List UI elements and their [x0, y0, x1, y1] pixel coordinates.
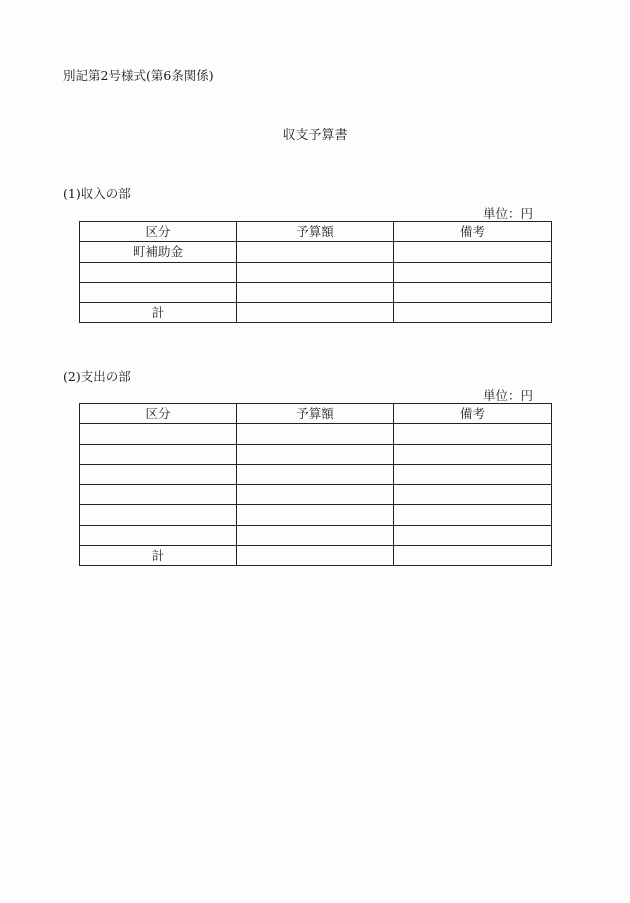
table-cell	[394, 444, 552, 464]
column-header-remarks: 備考	[394, 222, 552, 242]
page-title: 収支予算書	[282, 128, 348, 143]
table-total-row	[80, 546, 552, 566]
table-header-row	[80, 222, 552, 242]
table-row	[80, 262, 552, 282]
table-cell: 町補助金	[80, 242, 237, 262]
table-cell	[394, 262, 552, 282]
form-label: 別記第2号様式(第6条関係)	[63, 68, 214, 83]
table-row	[80, 242, 552, 262]
table-cell	[237, 242, 394, 262]
table-row	[80, 424, 552, 444]
table-cell	[237, 464, 394, 484]
table-cell	[394, 525, 552, 545]
table-cell	[80, 485, 237, 505]
table-cell	[80, 464, 237, 484]
table-cell	[80, 262, 237, 282]
table-cell	[237, 262, 394, 282]
column-header-budget: 予算額	[237, 222, 394, 242]
table-cell	[394, 546, 552, 566]
table-row	[80, 505, 552, 525]
table-cell	[237, 546, 394, 566]
table-cell	[394, 464, 552, 484]
table-cell: 計	[80, 303, 237, 323]
table-row	[80, 444, 552, 464]
expense-section-heading: (2)支出の部	[63, 369, 131, 384]
table-cell: 計	[80, 546, 237, 566]
table-cell	[237, 505, 394, 525]
column-header-category: 区分	[80, 404, 237, 424]
table-cell	[394, 303, 552, 323]
table-cell	[237, 282, 394, 302]
expense-unit-label: 単位：円	[482, 388, 533, 403]
table-row	[80, 525, 552, 545]
table-cell	[80, 282, 237, 302]
column-header-remarks: 備考	[394, 404, 552, 424]
income-unit-label: 単位：円	[482, 206, 533, 221]
table-cell	[394, 505, 552, 525]
column-header-budget: 予算額	[237, 404, 394, 424]
table-cell	[80, 444, 237, 464]
table-cell	[237, 303, 394, 323]
table-cell	[237, 525, 394, 545]
table-cell	[394, 485, 552, 505]
table-cell	[237, 485, 394, 505]
income-table	[79, 221, 552, 323]
table-cell	[80, 505, 237, 525]
table-row	[80, 464, 552, 484]
column-header-category: 区分	[80, 222, 237, 242]
table-row	[80, 282, 552, 302]
table-total-row	[80, 303, 552, 323]
income-section-heading: (1)収入の部	[63, 186, 131, 201]
table-cell	[237, 424, 394, 444]
table-cell	[394, 282, 552, 302]
table-cell	[394, 242, 552, 262]
table-cell	[80, 424, 237, 444]
table-cell	[394, 424, 552, 444]
table-row	[80, 485, 552, 505]
table-cell	[237, 444, 394, 464]
table-cell	[80, 525, 237, 545]
expense-table	[79, 403, 552, 566]
table-header-row	[80, 404, 552, 424]
